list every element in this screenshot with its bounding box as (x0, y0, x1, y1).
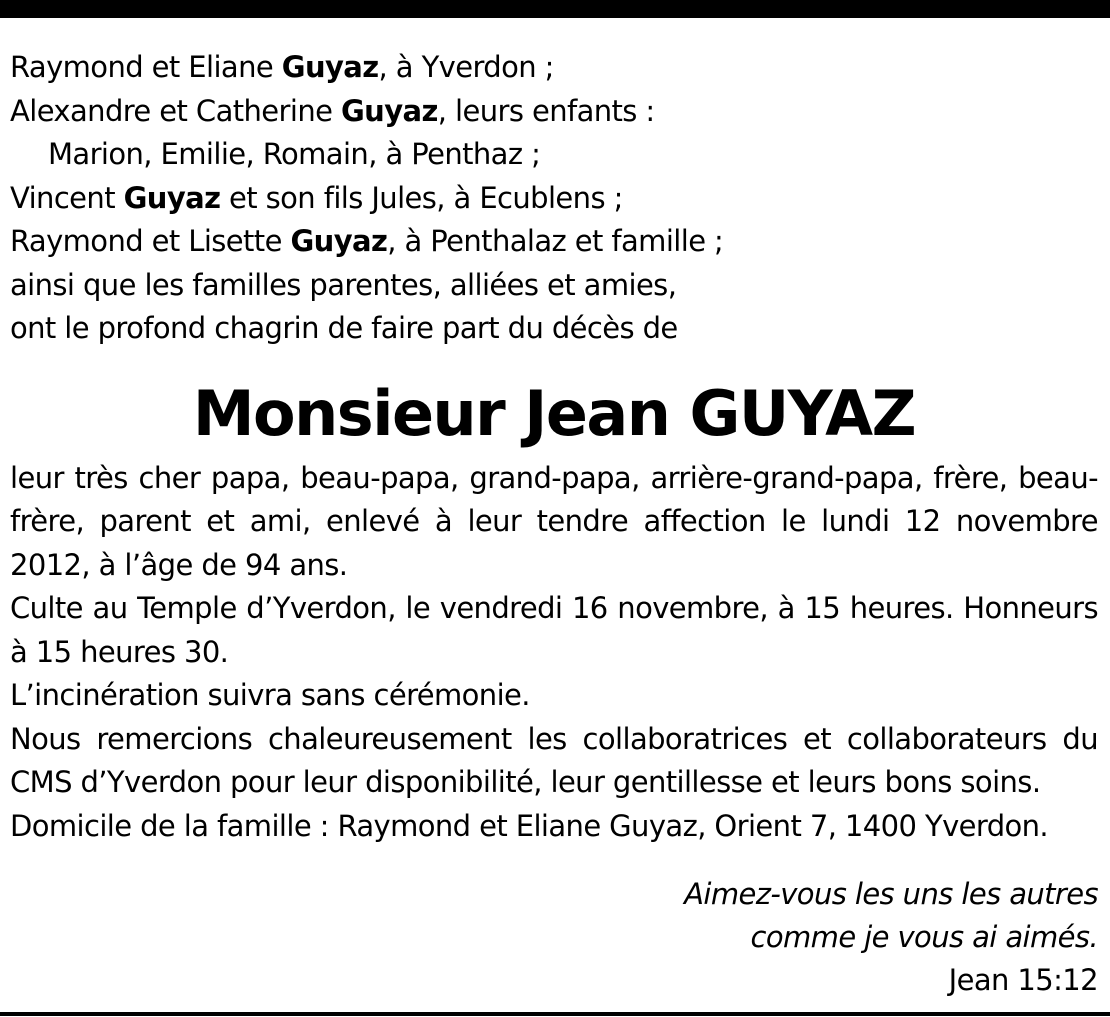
family-line-2: Alexandre et Catherine Guyaz, leurs enfants : (10, 93, 655, 128)
family-line-3: Marion, Emilie, Romain, à Penthaz ; (48, 137, 541, 171)
paragraph-domicile: Domicile de la famille : Raymond et Eliane Guyaz, Orient 7, 1400 Yverdon. (10, 808, 1049, 843)
family-line-6: ainsi que les familles parentes, alliées et amies, (10, 267, 677, 302)
paragraph-service: Culte au Temple d’Yverdon, le vendredi 16 novembre, à 15 heures. Honneurs à 15 heures 30. (10, 591, 1098, 669)
obituary-notice (10, 46, 1098, 848)
bottom-rule (0, 1012, 1110, 1016)
verse-reference: Jean 15:12 (948, 963, 1098, 997)
family-line-4: Vincent Guyaz et son fils Jules, à Ecublens ; (10, 180, 623, 215)
verse-line-1: Aimez-vous les uns les autres (684, 877, 1098, 911)
top-rule (0, 0, 1110, 18)
notice-body (10, 457, 1098, 849)
paragraph-cremation: L’incinération suivra sans cérémonie. (10, 678, 530, 712)
family-line-5: Raymond et Lisette Guyaz, à Penthalaz et famille ; (10, 224, 724, 258)
family-line-7: ont le profond chagrin de faire part du décès de (10, 311, 678, 345)
paragraph-thanks: Nous remercions chaleureusement les collaboratrices et collaborateurs du CMS d’Yverdon pour leur disponibilité, leur gentillesse et leurs bons soins. (10, 721, 1098, 799)
verse-line-2: comme je vous ai aimés. (750, 920, 1098, 954)
bible-verse (684, 873, 1098, 1002)
family-list (10, 46, 1098, 351)
paragraph-tribute: leur très cher papa, beau-papa, grand-papa, arrière-grand-papa, frère, beau-frère, parent et ami, enlevé à leur tendre affection le lundi 12 novembre 2012, à l’âge de 94 ans. (10, 460, 1098, 582)
family-line-1: Raymond et Eliane Guyaz, à Yverdon ; (10, 50, 554, 84)
deceased-name: Monsieur Jean GUYAZ (192, 376, 916, 450)
